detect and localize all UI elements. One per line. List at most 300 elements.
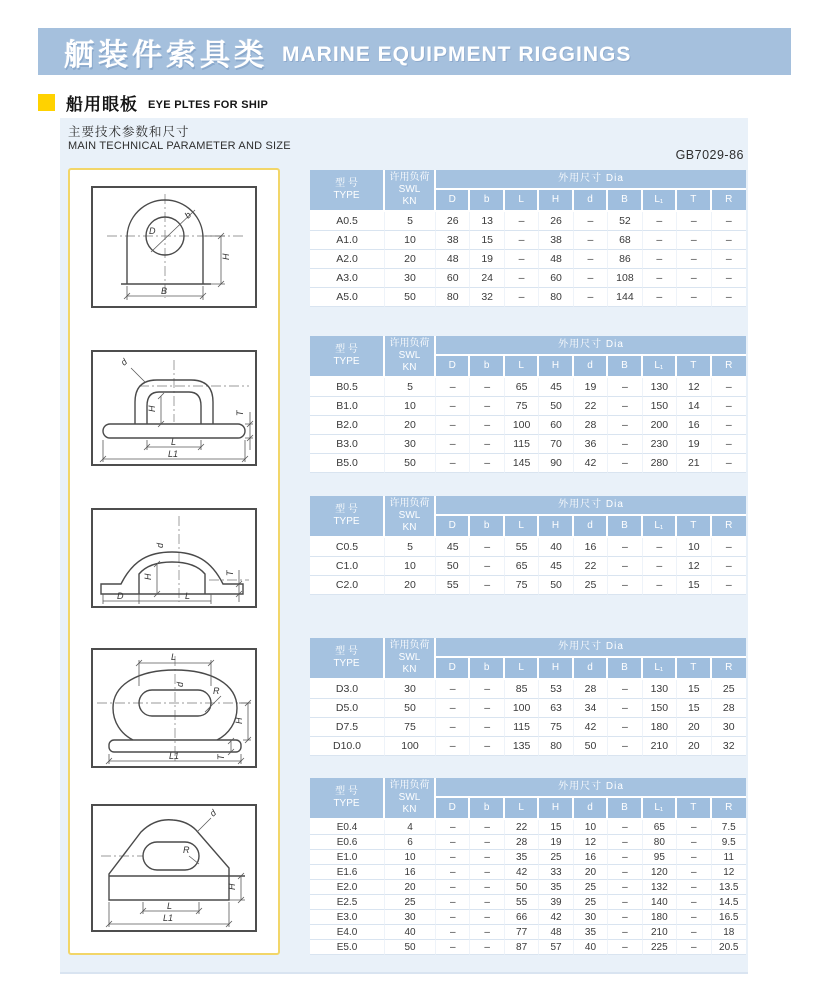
swl-cell: 10 <box>385 850 436 865</box>
type-cell: C0.5 <box>310 538 385 557</box>
dim-cell: – <box>643 557 677 576</box>
dim-cell: 22 <box>505 820 539 835</box>
dim-cell: 11 <box>712 850 747 865</box>
type-cell: A0.5 <box>310 212 385 231</box>
dim-cell: 34 <box>574 699 608 718</box>
dim-column-header: L₁ <box>643 658 677 680</box>
dim-column-header: R <box>712 516 747 538</box>
dim-cell: – <box>677 940 711 955</box>
dim-cell: – <box>470 910 504 925</box>
dim-column-header: L₁ <box>643 356 677 378</box>
dim-label-L: L <box>185 591 191 601</box>
dim-cell: – <box>436 895 470 910</box>
dim-column-header: R <box>712 190 747 212</box>
dim-cell: – <box>470 865 504 880</box>
type-cell: D5.0 <box>310 699 385 718</box>
dim-cell: – <box>677 250 711 269</box>
dim-cell: 25 <box>712 680 747 699</box>
dim-cell: 15 <box>677 576 711 595</box>
dim-cell: 55 <box>505 895 539 910</box>
dim-cell: 230 <box>643 435 677 454</box>
dim-cell: – <box>712 435 747 454</box>
dimensions-span-header: 外用尺寸 Dia <box>436 496 746 516</box>
dim-cell: 16.5 <box>712 910 747 925</box>
dim-cell: – <box>643 231 677 250</box>
dim-cell: – <box>574 288 608 307</box>
standard-number: GB7029-86 <box>675 148 744 162</box>
dim-cell: – <box>574 269 608 288</box>
dim-cell: – <box>436 435 470 454</box>
dim-column-header: H <box>539 356 573 378</box>
dim-cell: – <box>574 212 608 231</box>
dim-cell: 35 <box>505 850 539 865</box>
dim-label-B: B <box>161 286 168 296</box>
dim-column-header: B <box>608 516 642 538</box>
dim-cell: – <box>436 680 470 699</box>
dim-column-header: b <box>470 798 504 820</box>
swl-column-header: 许用负荷 SWL KN <box>385 638 436 680</box>
dim-cell: – <box>677 880 711 895</box>
dim-cell: – <box>677 895 711 910</box>
swl-cell: 6 <box>385 835 436 850</box>
dim-cell: – <box>608 378 642 397</box>
type-cell: B3.0 <box>310 435 385 454</box>
dim-cell: – <box>608 895 642 910</box>
table-row <box>310 538 746 557</box>
dim-cell: – <box>608 925 642 940</box>
swl-column-header: 许用负荷 SWL KN <box>385 778 436 820</box>
dimensions-span-header: 外用尺寸 Dia <box>436 336 746 356</box>
dim-cell: 19 <box>539 835 573 850</box>
swl-cell: 30 <box>385 435 436 454</box>
dim-cell: – <box>470 925 504 940</box>
dim-label-L: L <box>171 437 177 447</box>
dim-cell: – <box>712 397 747 416</box>
dim-column-header: R <box>712 658 747 680</box>
dim-cell: – <box>712 269 747 288</box>
type-d-table <box>310 638 746 756</box>
dim-cell: 55 <box>505 538 539 557</box>
dim-cell: 60 <box>539 416 573 435</box>
dim-cell: 30 <box>574 910 608 925</box>
dim-cell: – <box>470 835 504 850</box>
dim-cell: – <box>608 576 642 595</box>
table-row <box>310 231 746 250</box>
dim-cell: – <box>574 250 608 269</box>
dim-cell: 52 <box>608 212 642 231</box>
table-row <box>310 737 746 756</box>
type-cell: D10.0 <box>310 737 385 756</box>
yellow-bullet-square <box>38 94 55 111</box>
dim-column-header: d <box>574 356 608 378</box>
dim-cell: 19 <box>470 250 504 269</box>
swl-cell: 50 <box>385 940 436 955</box>
dim-cell: – <box>677 865 711 880</box>
dim-cell: 26 <box>539 212 573 231</box>
dim-cell: 40 <box>574 940 608 955</box>
dim-cell: 32 <box>712 737 747 756</box>
dim-label-R: R <box>213 686 220 696</box>
dim-column-header: H <box>539 516 573 538</box>
dim-label-L: L <box>171 652 177 662</box>
dim-cell: 28 <box>574 680 608 699</box>
dim-cell: – <box>608 850 642 865</box>
dim-cell: 9.5 <box>712 835 747 850</box>
section-title-chinese: 船用眼板 <box>66 95 138 114</box>
dim-cell: 150 <box>643 397 677 416</box>
dim-cell: – <box>470 718 504 737</box>
dim-cell: – <box>677 269 711 288</box>
dim-cell: 100 <box>505 416 539 435</box>
type-c-diagram-frame <box>91 508 257 608</box>
dim-cell: 39 <box>539 895 573 910</box>
dim-cell: 80 <box>643 835 677 850</box>
dim-cell: – <box>470 435 504 454</box>
dim-label-L1: L1 <box>168 449 179 459</box>
dim-cell: 95 <box>643 850 677 865</box>
dim-column-header: L <box>505 356 539 378</box>
dim-cell: 15 <box>677 680 711 699</box>
dim-label-H: H <box>227 883 237 890</box>
dim-cell: – <box>712 250 747 269</box>
dim-cell: 60 <box>539 269 573 288</box>
dim-cell: 86 <box>608 250 642 269</box>
dim-cell: 12 <box>677 557 711 576</box>
swl-cell: 5 <box>385 378 436 397</box>
dim-column-header: R <box>712 798 747 820</box>
dim-cell: – <box>436 718 470 737</box>
dim-label-H: H <box>221 253 231 260</box>
dim-cell: – <box>470 378 504 397</box>
dim-cell: – <box>505 212 539 231</box>
dim-column-header: b <box>470 516 504 538</box>
dim-cell: 55 <box>436 576 470 595</box>
dim-cell: – <box>470 850 504 865</box>
dim-label-T: T <box>216 754 226 760</box>
swl-cell: 10 <box>385 557 436 576</box>
type-b-diagram-frame <box>91 350 257 466</box>
dim-cell: 48 <box>539 250 573 269</box>
dim-label-d: d <box>175 681 185 687</box>
dim-cell: – <box>470 680 504 699</box>
type-cell: A2.0 <box>310 250 385 269</box>
dim-cell: 15 <box>470 231 504 250</box>
swl-cell: 10 <box>385 231 436 250</box>
type-e-eye-plate-diagram <box>93 806 255 930</box>
dim-column-header: L <box>505 798 539 820</box>
dim-cell: – <box>608 699 642 718</box>
dim-cell: 57 <box>539 940 573 955</box>
type-cell: E2.0 <box>310 880 385 895</box>
dim-cell: – <box>608 835 642 850</box>
dim-cell: 36 <box>574 435 608 454</box>
type-cell: E5.0 <box>310 940 385 955</box>
dim-column-header: d <box>574 190 608 212</box>
dim-cell: – <box>712 576 747 595</box>
dim-cell: 140 <box>643 895 677 910</box>
dim-cell: – <box>608 820 642 835</box>
dim-cell: – <box>677 850 711 865</box>
dim-cell: 45 <box>436 538 470 557</box>
dim-cell: 13 <box>470 212 504 231</box>
dim-cell: – <box>574 231 608 250</box>
dim-column-header: D <box>436 190 470 212</box>
dim-cell: 60 <box>436 269 470 288</box>
dim-cell: 12 <box>677 378 711 397</box>
dim-cell: 50 <box>505 880 539 895</box>
type-a-eye-plate-diagram <box>93 188 255 302</box>
dim-label-d: d <box>155 542 165 548</box>
type-a-diagram-frame <box>91 186 257 308</box>
type-cell: D7.5 <box>310 718 385 737</box>
dim-cell: – <box>470 880 504 895</box>
dim-cell: – <box>470 454 504 473</box>
dim-cell: 25 <box>539 850 573 865</box>
dim-cell: – <box>608 416 642 435</box>
dim-cell: 22 <box>574 397 608 416</box>
dim-cell: – <box>677 231 711 250</box>
dim-cell: – <box>643 576 677 595</box>
dim-cell: – <box>608 397 642 416</box>
table-row <box>310 397 746 416</box>
dim-column-header: b <box>470 658 504 680</box>
dim-cell: – <box>470 820 504 835</box>
dim-cell: 75 <box>505 397 539 416</box>
dim-cell: – <box>712 454 747 473</box>
swl-cell: 50 <box>385 288 436 307</box>
type-cell: E2.5 <box>310 895 385 910</box>
dim-cell: 145 <box>505 454 539 473</box>
dim-cell: – <box>436 454 470 473</box>
banner-title-chinese: 舾装件索具类 <box>64 38 268 72</box>
dim-cell: – <box>677 910 711 925</box>
dim-label-L: L <box>167 901 173 911</box>
dim-label-R: R <box>183 845 190 855</box>
dim-cell: 210 <box>643 737 677 756</box>
type-cell: A1.0 <box>310 231 385 250</box>
dim-cell: 80 <box>436 288 470 307</box>
table-row <box>310 269 746 288</box>
dim-cell: 90 <box>539 454 573 473</box>
dim-cell: – <box>643 250 677 269</box>
dim-cell: – <box>712 416 747 435</box>
table-row <box>310 940 746 955</box>
type-cell: B1.0 <box>310 397 385 416</box>
parameter-title-english: MAIN TECHNICAL PARAMETER AND SIZE <box>68 140 291 152</box>
dim-cell: – <box>436 880 470 895</box>
table-wrap-series-a <box>310 170 746 307</box>
type-cell: E0.6 <box>310 835 385 850</box>
dim-cell: 25 <box>574 576 608 595</box>
dim-cell: 68 <box>608 231 642 250</box>
swl-cell: 20 <box>385 576 436 595</box>
dim-cell: – <box>677 212 711 231</box>
dim-cell: 45 <box>539 378 573 397</box>
swl-column-header: 许用负荷 SWL KN <box>385 170 436 212</box>
table-row <box>310 454 746 473</box>
parameter-title-chinese: 主要技术参数和尺寸 <box>68 125 190 139</box>
dim-column-header: d <box>574 798 608 820</box>
dim-cell: 35 <box>574 925 608 940</box>
type-cell: E4.0 <box>310 925 385 940</box>
dim-cell: – <box>436 910 470 925</box>
dim-cell: 28 <box>574 416 608 435</box>
dim-cell: 42 <box>574 718 608 737</box>
dim-column-header: b <box>470 356 504 378</box>
dim-label-H: H <box>234 717 244 724</box>
dim-cell: – <box>470 576 504 595</box>
dim-cell: – <box>436 865 470 880</box>
swl-cell: 5 <box>385 212 436 231</box>
dim-column-header: b <box>470 190 504 212</box>
dim-cell: – <box>608 737 642 756</box>
table-row <box>310 416 746 435</box>
type-cell: A5.0 <box>310 288 385 307</box>
dim-cell: 42 <box>539 910 573 925</box>
dim-label-b: b <box>182 209 194 221</box>
dim-cell: 115 <box>505 435 539 454</box>
dim-column-header: T <box>677 798 711 820</box>
table-row <box>310 910 746 925</box>
content-panel <box>60 118 748 974</box>
swl-cell: 10 <box>385 397 436 416</box>
section-title-english: EYE PLTES FOR SHIP <box>148 98 269 111</box>
dim-cell: 15 <box>539 820 573 835</box>
dim-cell: 33 <box>539 865 573 880</box>
dim-cell: 75 <box>505 576 539 595</box>
dim-cell: 150 <box>643 699 677 718</box>
dim-cell: 130 <box>643 378 677 397</box>
dim-cell: – <box>712 212 747 231</box>
dim-cell: 65 <box>505 557 539 576</box>
type-cell: D3.0 <box>310 680 385 699</box>
dim-cell: 20 <box>677 737 711 756</box>
swl-cell: 30 <box>385 680 436 699</box>
swl-cell: 4 <box>385 820 436 835</box>
type-column-header: 型 号 TYPE <box>310 638 385 680</box>
swl-cell: 20 <box>385 250 436 269</box>
dim-column-header: B <box>608 190 642 212</box>
dim-cell: 210 <box>643 925 677 940</box>
dim-column-header: L₁ <box>643 190 677 212</box>
table-row <box>310 680 746 699</box>
table-wrap-series-b <box>310 336 746 473</box>
dim-cell: 20 <box>677 718 711 737</box>
dim-cell: 65 <box>505 378 539 397</box>
dim-cell: 66 <box>505 910 539 925</box>
dim-column-header: L <box>505 190 539 212</box>
dim-cell: 108 <box>608 269 642 288</box>
dim-cell: 13.5 <box>712 880 747 895</box>
swl-cell: 30 <box>385 269 436 288</box>
dim-cell: – <box>505 269 539 288</box>
dim-cell: 25 <box>574 895 608 910</box>
dim-cell: – <box>677 820 711 835</box>
dim-cell: – <box>608 718 642 737</box>
dim-cell: 40 <box>539 538 573 557</box>
table-row <box>310 576 746 595</box>
type-cell: E1.0 <box>310 850 385 865</box>
dim-cell: 130 <box>643 680 677 699</box>
table-row <box>310 925 746 940</box>
swl-column-header: 许用负荷 SWL KN <box>385 336 436 378</box>
dim-cell: – <box>608 557 642 576</box>
dim-column-header: T <box>677 190 711 212</box>
type-cell: B0.5 <box>310 378 385 397</box>
dim-cell: 38 <box>436 231 470 250</box>
dim-cell: – <box>505 231 539 250</box>
dim-cell: 135 <box>505 737 539 756</box>
dim-column-header: L <box>505 658 539 680</box>
dim-cell: 35 <box>539 880 573 895</box>
dim-cell: – <box>677 835 711 850</box>
dim-cell: – <box>712 378 747 397</box>
dim-cell: 12 <box>712 865 747 880</box>
type-cell: E0.4 <box>310 820 385 835</box>
type-a-table <box>310 170 746 307</box>
dim-cell: 28 <box>712 699 747 718</box>
dim-column-header: H <box>539 798 573 820</box>
dim-column-header: D <box>436 356 470 378</box>
dim-cell: 16 <box>677 416 711 435</box>
dim-cell: 38 <box>539 231 573 250</box>
dim-cell: – <box>608 454 642 473</box>
dim-cell: – <box>608 435 642 454</box>
dim-cell: 12 <box>574 835 608 850</box>
dim-cell: 115 <box>505 718 539 737</box>
dim-cell: 85 <box>505 680 539 699</box>
dim-cell: – <box>436 835 470 850</box>
dim-cell: 22 <box>574 557 608 576</box>
dim-cell: – <box>608 880 642 895</box>
type-b-table <box>310 336 746 473</box>
dim-cell: 10 <box>574 820 608 835</box>
dim-cell: 15 <box>677 699 711 718</box>
dim-label-d: d <box>207 807 219 819</box>
dim-cell: 180 <box>643 910 677 925</box>
dim-cell: – <box>712 231 747 250</box>
dim-cell: 28 <box>505 835 539 850</box>
dim-cell: 50 <box>539 576 573 595</box>
dim-cell: – <box>608 910 642 925</box>
dim-cell: – <box>643 212 677 231</box>
dim-cell: 42 <box>505 865 539 880</box>
dim-cell: 50 <box>574 737 608 756</box>
dim-cell: – <box>436 850 470 865</box>
table-wrap-series-e <box>310 778 746 955</box>
dim-cell: 120 <box>643 865 677 880</box>
dim-column-header: T <box>677 516 711 538</box>
dim-cell: – <box>677 288 711 307</box>
table-row <box>310 699 746 718</box>
dim-column-header: L₁ <box>643 798 677 820</box>
type-c-eye-plate-diagram <box>93 510 255 606</box>
table-row <box>310 850 746 865</box>
dim-label-D: D <box>149 226 156 236</box>
type-d-eye-plate-diagram <box>93 650 255 766</box>
type-cell: E1.6 <box>310 865 385 880</box>
dim-label-T: T <box>225 570 235 576</box>
dim-cell: – <box>608 538 642 557</box>
dim-cell: 26 <box>436 212 470 231</box>
type-column-header: 型 号 TYPE <box>310 778 385 820</box>
section-heading <box>38 90 268 115</box>
dim-column-header: T <box>677 356 711 378</box>
type-e-table <box>310 778 746 955</box>
dimensions-span-header: 外用尺寸 Dia <box>436 170 746 190</box>
dim-cell: 25 <box>574 880 608 895</box>
dim-cell: – <box>608 940 642 955</box>
